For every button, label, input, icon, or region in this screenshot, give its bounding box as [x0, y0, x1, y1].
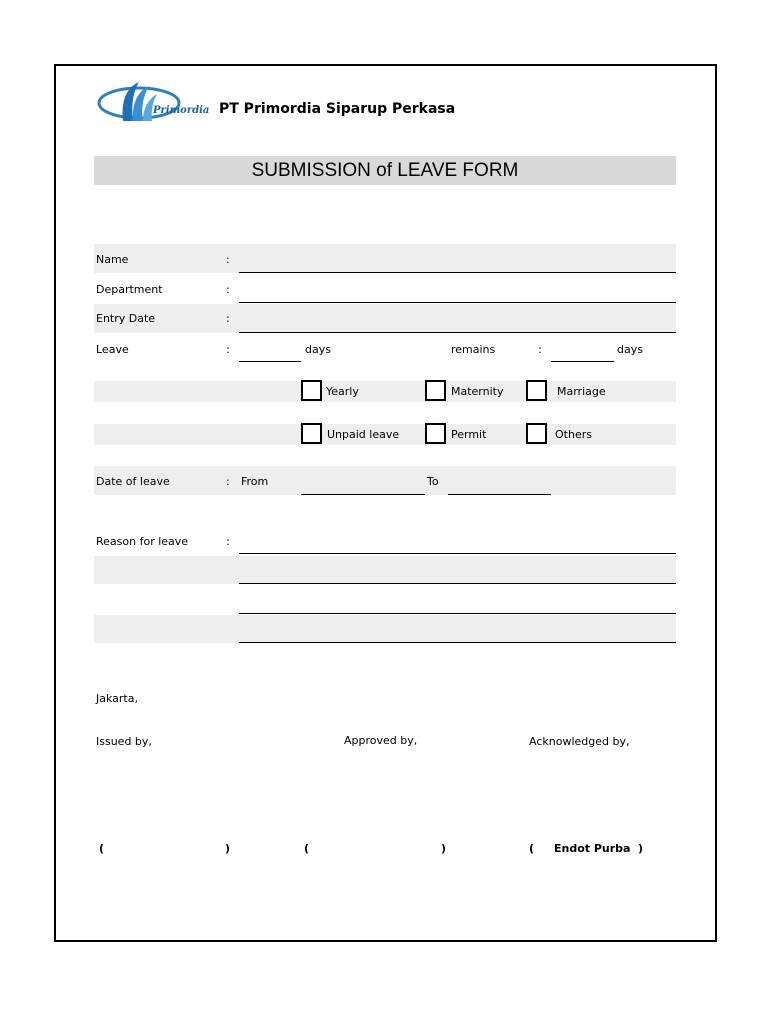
department-field[interactable] — [239, 302, 676, 303]
reason-label: Reason for leave — [96, 535, 189, 548]
department-label: Department — [96, 283, 163, 296]
acknowledged-by-label: Acknowledged by, — [529, 735, 630, 748]
name-row-band — [94, 244, 676, 273]
from-label: From — [241, 475, 269, 488]
marriage-checkbox[interactable] — [526, 380, 547, 401]
approved-by-label: Approved by, — [344, 734, 418, 747]
reason-colon: : — [226, 535, 230, 548]
date-of-leave-label: Date of leave — [96, 475, 170, 488]
permit-label: Permit — [451, 428, 487, 441]
approved-open-paren: ( — [304, 842, 310, 855]
yearly-label: Yearly — [326, 385, 359, 398]
entry-date-colon: : — [226, 312, 230, 325]
others-checkbox[interactable] — [526, 423, 547, 444]
company-logo — [95, 76, 209, 126]
unpaid-leave-checkbox[interactable] — [301, 423, 322, 444]
department-colon: : — [226, 283, 230, 296]
to-label: To — [427, 475, 439, 488]
approved-close-paren: ) — [441, 842, 447, 855]
company-name: PT Primordia Siparup Perkasa — [219, 101, 456, 117]
entry-date-field[interactable] — [239, 332, 676, 333]
remains-days-field[interactable] — [551, 361, 614, 362]
remains-label: remains — [451, 343, 496, 356]
logo-text: Primordia — [153, 105, 209, 116]
reason-line-3[interactable] — [239, 613, 676, 614]
yearly-checkbox[interactable] — [301, 380, 322, 401]
reason-line-2[interactable] — [239, 583, 676, 584]
leave-days-label: days — [305, 343, 331, 356]
leave-days-field[interactable] — [239, 361, 301, 362]
name-field[interactable] — [239, 272, 676, 273]
maternity-checkbox[interactable] — [425, 380, 446, 401]
acknowledged-open-paren: ( — [529, 842, 535, 855]
name-colon: : — [226, 253, 230, 266]
leave-label: Leave — [96, 343, 129, 356]
marriage-label: Marriage — [557, 385, 606, 398]
maternity-label: Maternity — [451, 385, 504, 398]
reason-band-1 — [94, 556, 676, 584]
acknowledged-close-paren: ) — [638, 842, 644, 855]
form-border — [54, 64, 717, 942]
date-of-leave-colon: : — [226, 475, 230, 488]
from-date-field[interactable] — [301, 494, 425, 495]
reason-line-4[interactable] — [239, 642, 676, 643]
form-title: SUBMISSION of LEAVE FORM — [94, 156, 676, 185]
others-label: Others — [555, 428, 592, 441]
to-date-field[interactable] — [448, 494, 551, 495]
reason-band-2 — [94, 615, 676, 643]
date-of-leave-band — [94, 466, 676, 495]
leave-colon: : — [226, 343, 230, 356]
entry-date-row-band — [94, 304, 676, 333]
issued-close-paren: ) — [225, 842, 231, 855]
permit-checkbox[interactable] — [425, 423, 446, 444]
acknowledger-name: Endot Purba — [554, 842, 631, 855]
remains-colon: : — [538, 343, 542, 356]
issued-by-label: Issued by, — [96, 735, 152, 748]
remains-days-label: days — [617, 343, 643, 356]
issued-open-paren: ( — [99, 842, 105, 855]
name-label: Name — [96, 253, 129, 266]
entry-date-label: Entry Date — [96, 312, 156, 325]
place-label: Jakarta, — [96, 692, 138, 705]
reason-line-1[interactable] — [239, 553, 676, 554]
unpaid-leave-label: Unpaid leave — [327, 428, 400, 441]
